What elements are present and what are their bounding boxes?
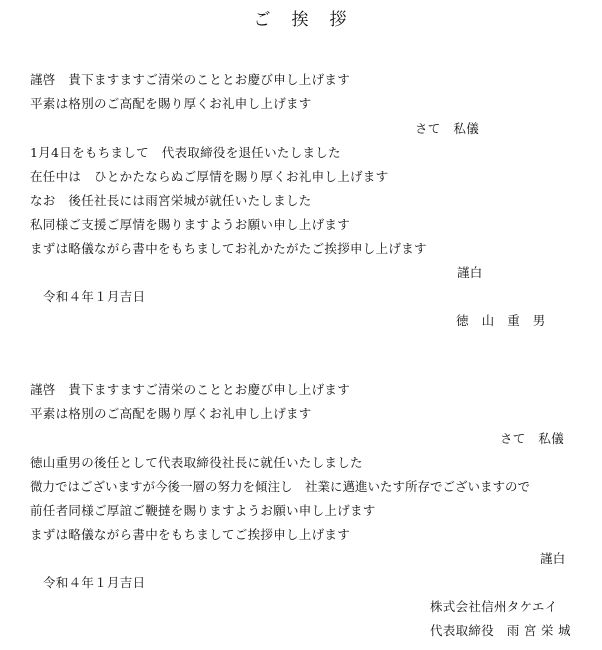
thanks-line: 平素は格別のご高配を賜り厚くお礼申し上げます (30, 406, 312, 421)
body-line: なお 後任社長には雨宮栄城が就任いたしました (30, 193, 312, 208)
signatory-title-name: 代表取締役 雨 宮 栄 城 (430, 623, 571, 638)
company-name: 株式会社信州タケエイ (430, 599, 558, 614)
page-title: ご 挨 拶 (253, 10, 349, 30)
body-line: 在任中は ひとかたならぬご厚情を賜り厚くお礼申し上げます (30, 169, 389, 184)
signatory-name: 徳 山 重 男 (456, 313, 546, 328)
closing-salutation: 謹白 (540, 551, 566, 566)
body-line: 私同様ご支援ご厚情を賜りますようお願い申し上げます (30, 217, 351, 232)
thanks-line: 平素は格別のご高配を賜り厚くお礼申し上げます (30, 96, 312, 111)
closing-line: まずは略儀ながら書中をもちましてお礼かたがたご挨拶申し上げます (30, 241, 427, 256)
letter-date: 令和４年１月吉日 (43, 575, 146, 590)
opening-greeting: 謹啓 貴下ますますご清栄のこととお慶び申し上げます (30, 72, 351, 87)
body-line: 徳山重男の後任として代表取締役社長に就任いたしました (30, 455, 363, 470)
closing-line: まずは略儀ながら書中をもちましてご挨拶申し上げます (30, 527, 351, 542)
subject-intro: さて 私儀 (500, 431, 565, 446)
body-line: 1月4日をもちまして 代表取締役を退任いたしました (30, 145, 341, 160)
letter-date: 令和４年１月吉日 (43, 289, 146, 304)
body-line: 微力ではございますが今後一層の努力を傾注し 社業に邁進いたす所存でございますので (30, 479, 531, 494)
opening-greeting: 謹啓 貴下ますますご清栄のこととお慶び申し上げます (30, 382, 351, 397)
subject-intro: さて 私儀 (415, 121, 480, 136)
body-line: 前任者同様ご厚誼ご鞭撻を賜りますようお願い申し上げます (30, 503, 376, 518)
closing-salutation: 謹白 (457, 265, 483, 280)
